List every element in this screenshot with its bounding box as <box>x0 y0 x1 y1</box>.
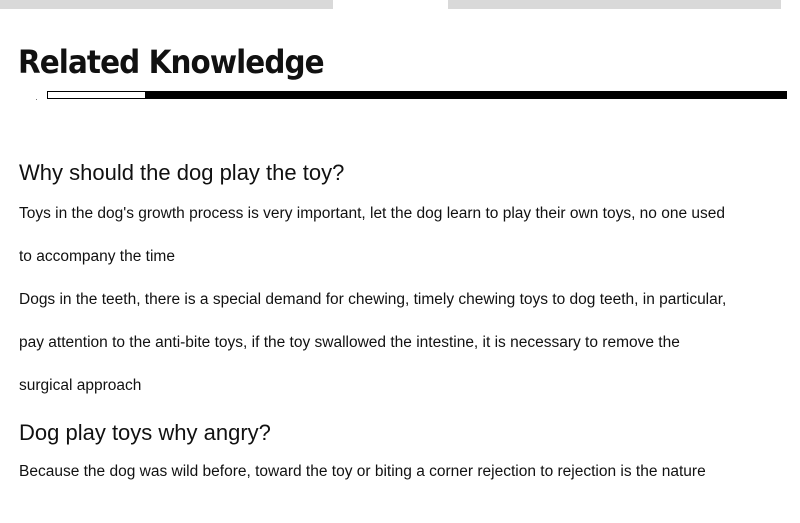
paragraph-line: pay attention to the anti-bite toys, if the toy swallowed the intestine, it is necessary to remove the <box>19 334 680 351</box>
top-divider-left <box>0 0 333 9</box>
top-divider-right <box>448 0 781 9</box>
question-heading-1: Why should the dog play the toy? <box>19 160 345 185</box>
decorative-dot <box>36 99 37 100</box>
paragraph-line: Because the dog was wild before, toward the toy or biting a corner rejection to rejection is the nature <box>19 463 706 480</box>
paragraph-line: to accompany the time <box>19 248 175 265</box>
paragraph-line: Dogs in the teeth, there is a special demand for chewing, timely chewing toys to dog teeth, in particular, <box>19 291 727 308</box>
heading-underline-box <box>47 91 146 99</box>
heading-underline-bar <box>146 91 787 99</box>
question-heading-2: Dog play toys why angry? <box>19 420 271 445</box>
section-heading: Related Knowledge <box>18 43 324 81</box>
paragraph-line: surgical approach <box>19 377 142 394</box>
paragraph-line: Toys in the dog's growth process is very important, let the dog learn to play their own toys, no one used <box>19 205 726 222</box>
